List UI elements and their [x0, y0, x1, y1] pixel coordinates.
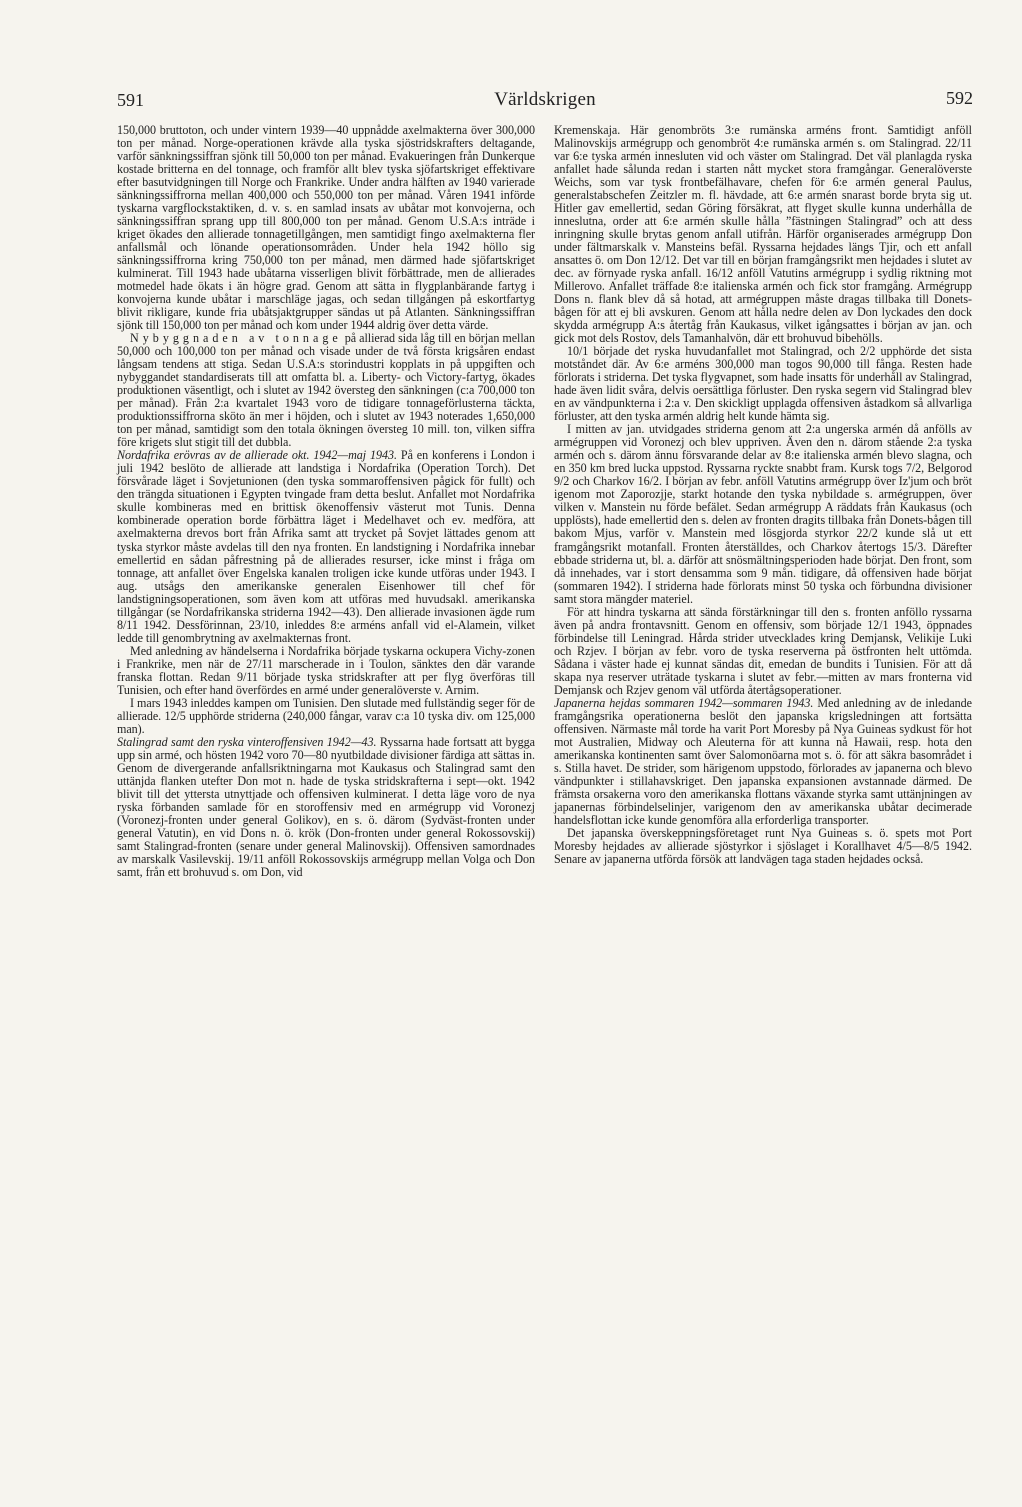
- section-paragraph: [554, 697, 972, 827]
- paragraph: Med anledning av händelserna i Nordafrika började tyskarna ockupera Vichy-zonen i Frankrike, men när de 27/11 marscherade in i Toulon, sänktes den där varande franska flottan. Redan 9/11 började tyska stridskrafter att per flyg överföras till Tunisien, och efter hand överfördes en armé under generalöverste v. Arnim.: [117, 643, 535, 697]
- spaced-lead: Nybyggnaden av tonnage: [130, 331, 342, 346]
- left-column: [117, 124, 535, 879]
- paragraph: För att hindra tyskarna att sända förstärkningar till den s. fronten anföllo ryssarna även på andra frontavsnitt. Genom en offensiv, som började 12/1 1943, öppnades förbindelse till Leningrad. Hårda strider utvecklades kring Demjansk, Velikije Luki och Rzjev. I början av febr. voro de tyska reserverna på östfronten helt uttömda. Sådana i väster hade ej kunnat sändas dit, emedan de bundits i Tunisien. För att då skapa nya reserver uträtade tyskarna i slutet av febr.—mitten av mars fronterna vid Demjansk och Rzjev genom väl utförda återtågsoperationer.: [554, 604, 972, 697]
- page-header: [117, 86, 973, 116]
- section-paragraph: [117, 736, 535, 879]
- paragraph: Det japanska överskeppningsföretaget runt Nya Guineas s. ö. spets mot Port Moresby hejdades av allierade sjöstyrkor i sjöslaget i Korallhavet 4/5—8/5 1942. Senare av japanerna utförda försök att landvägen taga staden hejdades också.: [554, 825, 972, 866]
- paragraph-text: På en konferens i London i juli 1942 beslöto de allierade att landstiga i Nordafrika (Operation Torch). Det försvårade läget i Sovjetunionen (den tyska sommaroffensiven pågick för fullt) och den trängda situationen i Egypten tvingade fram detta beslut. Anfallet mot Nordafrika skulle kombineras med en brittisk ökenoffensiv västerut mot Tunis. Denna kombinerade operation borde förbättra läget i Medelhavet och ev. medföra, att axelmakterna drevos bort från Afrika samt att trycket på Sovjet lättades genom att tyska styrkor måste avdelas till den nya fronten. En landstigning i Nordafrika innebar emellertid en sådan påfrestning på de allierades resurser, icke minst i fråga om tonnage, att anfallet över Engelska kanalen troligen icke kunde utföras under 1943. I aug. utsågs den amerikanske generalen Eisenhower till chef för landstigningsoperationen, som även kom att utföras med huvudsakl. amerikanska tillgångar (se Nordafrikanska striderna 1942—43). Den allierade invasionen ägde rum 8/11 1942. Dessförinnan, 23/10, inleddes 8:e arméns anfall vid el-Alamein, vilket ledde till genombrytning av axelmakternas front.: [117, 448, 535, 645]
- section-heading: Japanerna hejdas sommaren 1942—sommaren 1943.: [554, 695, 814, 710]
- paragraph: I mitten av jan. utvidgades striderna genom att 2:a ungerska armén då anfölls av armégruppen vid Voronezj och blev uppriven. Även den n. därom stående 2:a tyska armén och s. därom ännu försvarande delar av 8:e italienska armén blevo slagna, och en 350 km bred lucka uppstod. Ryssarna ryckte snabbt fram. Kursk togs 7/2, Belgorod 9/2 och Charkov 16/2. I början av febr. anföll Vatutins armégrupp över Iz'jum och bröt igenom mot Zaporozjje, starkt hotande den tyska nybildade s. armégruppen, över vilken v. Manstein nu förde befälet. Sedan armégrupp A räddats från Kaukasus (och upplösts), hade emellertid den s. delen av fronten dragits tillbaka från Donets-bågen till bakom Mjus, varför v. Manstein med lösgjorda styrkor 22/2 kunde slå ut ett framgångsrikt motanfall. Fronten återställdes, och Charkov återtogs 15/3. Därefter ebbade striderna ut, bl. a. därför att snösmältningsperioden hade börjat. Den front, som då innehades, var i stort densamma som 9 mån. tidigare, då offensiven hade börjat (sommaren 1942). I striderna hade förlorats minst 50 tyska och förbundna divisioner samt stora mängder materiel.: [554, 422, 972, 606]
- paragraph-text: på allierad sida låg till en början mellan 50,000 och 100,000 ton per månad och visade under de två första krigsåren endast långsam tendens att stiga. Sedan U.S.A:s storindustri kopplats in på uppgiften och nybyggandet standardiserats till att omfatta bl. a. Liberty- och Victory-fartyg, ökades produktionen väsentligt, och i slutet av 1942 översteg den sänkningen (c:a 700,000 ton per månad). Från 2:a kvartalet 1943 voro de tidigare tonnageförlusterna täckta, produktionssiffrorna sköto än mer i höjden, och i slutet av 1943 noterades 1,650,000 ton per månad, samtidigt som den totala ökningen översteg 10 mill. ton, vilken siffra före krigets slut stigit till det dubbla.: [117, 331, 535, 450]
- right-column: [554, 124, 972, 866]
- paragraph: 10/1 började det ryska huvudanfallet mot Stalingrad, och 2/2 upphörde det sista motståndet där. Av 6:e arméns 300,000 man togos 90,000 till fånga. Resten hade förlorats i striderna. Det tyska flygvapnet, som hade insatts för underhåll av Stalingrad, hade även lidit svåra, delvis oersättliga förluster. Den ryska segern vid Stalingrad blev en av vändpunkterna i 2:a v. Den skickligt upplagda offensiven åstadkom så allvarliga förluster, att den tyska armén aldrig helt kunde hämta sig.: [554, 344, 972, 424]
- paragraph-text: Med anledning av de inledande framgångsrika operationerna beslöt den japanska krigsledningen att fortsätta offensiven. Närmaste mål torde ha varit Port Moresby på Nya Guineas sydkust för hot mot Australien, Midway och Aleuterna för att kunna nå Hawaii, resp. hota den amerikanska kontinenten samt över Salomonöarna mot s. ö. för att säkra basområdet i s. Stilla havet. De strider, som härigenom uppstodo, förlorades av japanerna och blevo vändpunkter i stillahavskriget. Den japanska expansionen avstannade därmed. De främsta orsakerna voro den amerikanska flottans växande styrka samt uttänjningen av japanernas förbindelselinjer, varigenom den av amerikanska ubåtar decimerade handelsflottan icke kunde genomföra alla erforderliga transporter.: [554, 695, 972, 827]
- running-title: Världskrigen: [494, 89, 596, 110]
- paragraph: [117, 332, 535, 449]
- page-number-left: 591: [117, 90, 144, 110]
- paragraph: 150,000 bruttoton, och under vintern 1939—40 uppnådde axelmakterna över 300,000 ton per månad. Norge-operationen krävde alla tyska sjöstridskrafters deltagande, varför sänkningssiffran sjönk till 50,000 ton per månad. Evakueringen från Dunkerque kostade britterna en del tonnage, och framför allt blev tyska sjöfartskriget effektivare efter basutvidgningen till Norge och Frankrike. Under andra hälften av 1940 varierade sänkningssiffrorna mellan 400,000 och 550,000 ton per månad. Våren 1941 införde tyskarna vargflockstaktiken, d. v. s. en samlad insats av ubåtar mot konvojerna, och sänkningssiffran sprang upp till 800,000 ton per månad. Genom U.S.A:s inträde i kriget ökades den allierade tonnagetillgången, men samtidigt fingo axelmakterna fler anfallsmål och lönande operationsområden. Under hela 1942 höllo sig sänkningssiffrorna kring 750,000 ton per månad, men därmed hade sjöfartskriget kulminerat. Till 1943 hade ubåtarna visserligen blivit förbättrade, men de allierades motmedel hade ökats i än högre grad. Genom att sätta in flygplanbärande fartyg i konvojerna kunde ubåtar i marschläge jagas, och sedan tillgången på eskortfartyg blivit rikligare, kunde fria ubåtsjaktgrupper sändas ut på Atlanten. Sänkningssiffran sjönk till 150,000 ton per månad och kom under 1944 aldrig över detta värde.: [117, 123, 535, 333]
- section-paragraph: [117, 449, 535, 644]
- paragraph: Kremenskaja. Här genombröts 3:e rumänska arméns front. Samtidigt anföll Malinovskijs armégrupp och genombröt 4:e rumänska armén s. om Stalingrad. 22/11 var 6:e tyska armén innesluten vid och väster om Stalingrad. Det väl planlagda ryska anfallet hade sålunda redan i starten nått mycket stora framgångar. Generalöverste Weichs, som var tysk frontbefälhavare, chefen för 6:e armén general Paulus, generalstabschefen Zeitzler m. fl. hävdade, att 6:e armén snarast borde bryta sig ut. Hitler gav emellertid, sedan Göring försäkrat, att flyget skulle kunna underhålla de inneslutna, order att 6:e armén skulle hålla ”fästningen Stalingrad” och att dess inringning skulle brytas genom anfall utifrån. Härför organiserades armégrupp Don under fältmarskalk v. Mansteins befäl. Ryssarna hejdades längs Tjir, och ett anfall ansattes ö. om Don 12/12. Det var till en början framgångsrikt men hejdades i slutet av dec. av förnyade ryska anfall. 16/12 anföll Vatutins armégrupp i sydlig riktning mot Millerovo. Anfallet träffade 8:e italienska armén och fick stor framgång. Armégrupp Dons n. flank blev då så hotad, att armégruppen måste dragas tillbaka till Donets-bågen för att ej bli avskuren. Genom att hålla nedre delen av Don lyckades den dock skydda armégrupp A:s återtåg från Kaukasus, vilket igångsattes i början av jan. och gick mot dels Rostov, dels Tamanhalvön, där ett brohuvud bibehölls.: [554, 123, 972, 346]
- section-heading: Nordafrika erövras av de allierade okt. 1942—maj 1943.: [117, 448, 397, 463]
- paragraph: I mars 1943 inleddes kampen om Tunisien. Den slutade med fullständig seger för de allierade. 12/5 upphörde striderna (240,000 fångar, varav c:a 10 tyska div. om 125,000 man).: [117, 695, 535, 736]
- page-number-right: 592: [946, 88, 973, 108]
- section-heading: Stalingrad samt den ryska vinteroffensiven 1942—43.: [117, 734, 377, 749]
- paragraph-text: Ryssarna hade fortsatt att bygga upp sin armé, och hösten 1942 voro 70—80 nyutbildade divisioner färdiga att sättas in. Genom de divergerande anfallsriktningarna mot Kaukasus och Stalingrad samt den uttänjda flanken utefter Don mot n. hade de tyska stridskrafterna i sept—okt. 1942 blivit till det yttersta utnyttjade och offensiven kulminerat. I detta läge voro de nya ryska förbanden samlade för en storoffensiv med en armégrupp vid Voronezj (Voronezj-fronten under general Golikov), en s. ö. därom (Sydväst-fronten under general Vatutin), en vid Dons n. ö. krök (Don-fronten under general Rokossovskij) samt Stalingrad-fronten (senare under general Malinovskij). Offensiven samordnades av marskalk Vasilevskij. 19/11 anföll Rokossovskijs armégrupp mellan Volga och Don samt, från ett brohuvud s. om Don, vid: [117, 734, 535, 879]
